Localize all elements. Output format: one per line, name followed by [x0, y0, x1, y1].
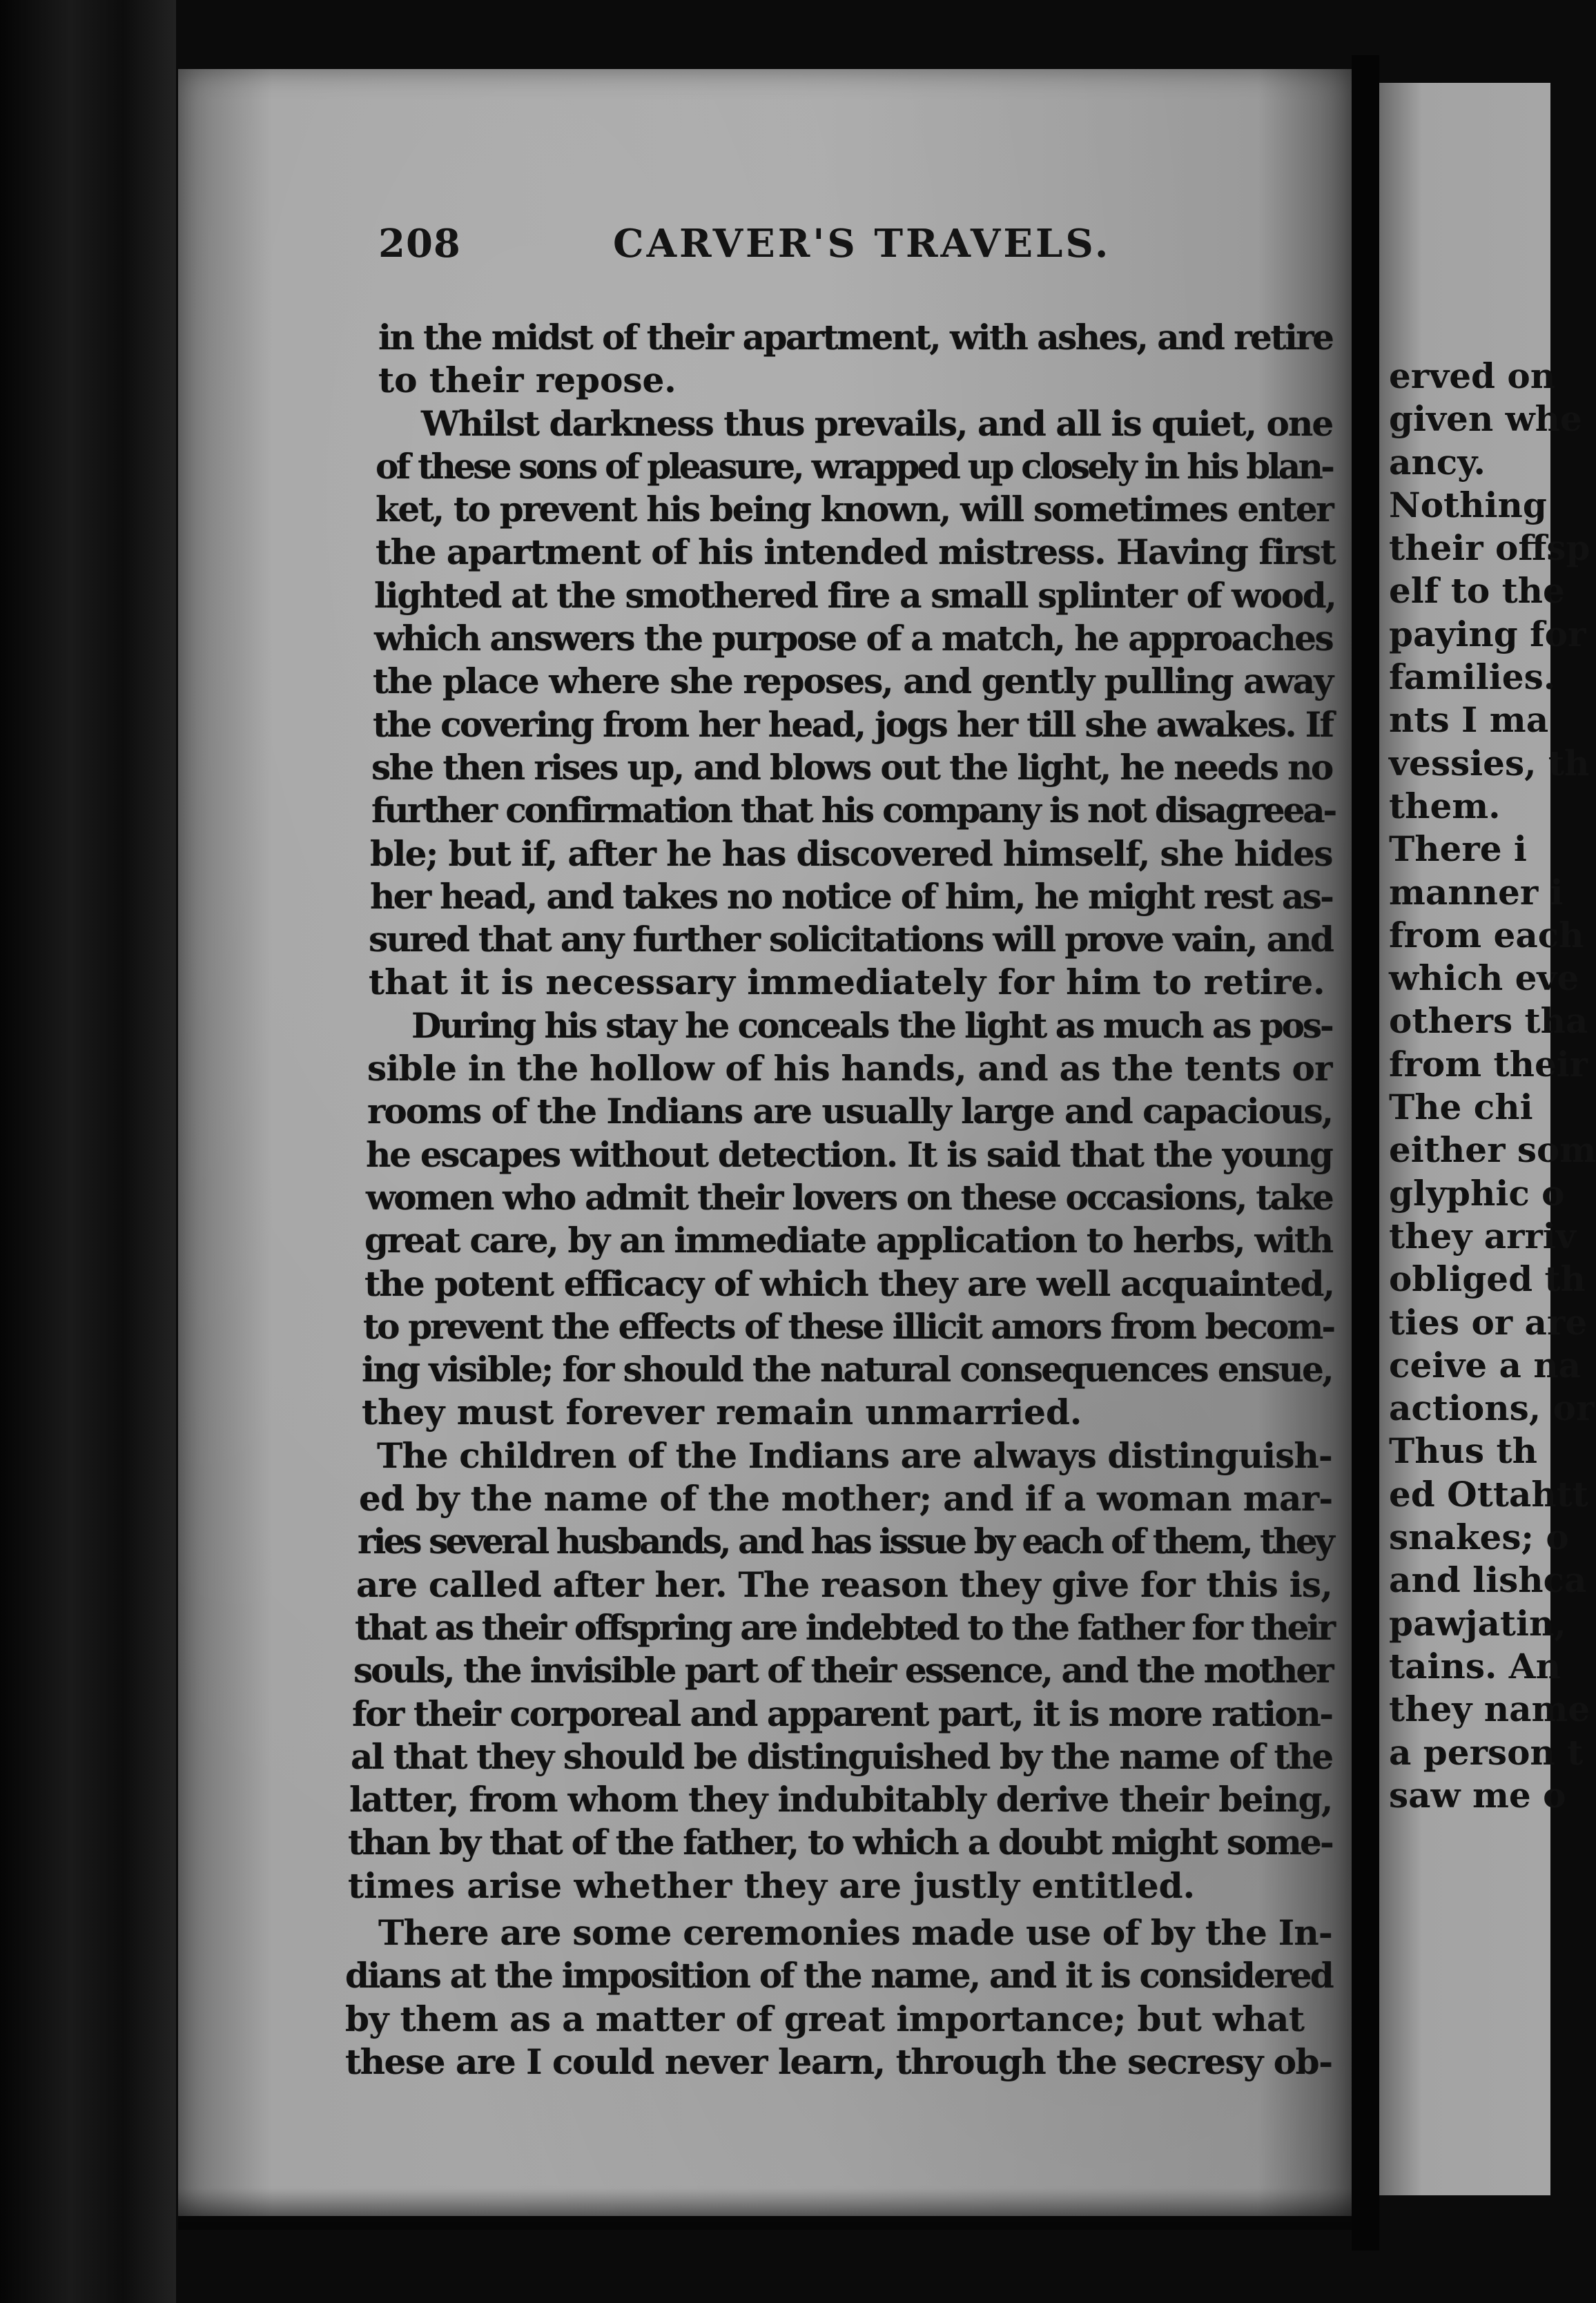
facing-line: from their	[1389, 1043, 1588, 1085]
facing-line: actions, or	[1389, 1388, 1595, 1429]
facing-line: which eve	[1389, 958, 1579, 999]
facing-line: The chi	[1389, 1087, 1533, 1128]
text-line: the apartment of his intended mistress. Having first	[376, 532, 1336, 573]
text-line: women who admit their lovers on these occasions, take	[366, 1176, 1333, 1218]
facing-line: ties or are	[1389, 1301, 1588, 1343]
text-line: rooms of the Indians are usually large and capacious,	[367, 1091, 1333, 1132]
facing-line: obliged th	[1389, 1259, 1586, 1300]
facing-line: them.	[1389, 785, 1501, 826]
running-title: CARVER'S TRAVELS.	[613, 221, 1111, 266]
facing-line: snakes; o	[1389, 1517, 1569, 1558]
text-line: latter, from whom they indubitably derive their being,	[349, 1779, 1332, 1820]
text-line: that as their offspring are indebted to the father for their	[355, 1606, 1334, 1648]
facing-line: ancy.	[1389, 441, 1486, 483]
facing-line: either som	[1389, 1129, 1596, 1171]
facing-line: Thus th	[1389, 1430, 1537, 1472]
facing-line: they arriv	[1389, 1215, 1576, 1256]
text-line: sible in the hollow of his hands, and as the tents or	[367, 1048, 1332, 1089]
text-line: of these sons of pleasure, wrapped up closely in his blan-	[376, 445, 1333, 487]
facing-line: Nothing	[1389, 484, 1547, 525]
text-line: the potent efficacy of which they are well acquainted,	[364, 1263, 1334, 1304]
text-line: than by that of the father, to which a doubt might some-	[348, 1822, 1333, 1863]
text-line: the place where she reposes, and gently pulling away	[373, 661, 1333, 702]
text-line: al that they should be distinguished by the name of the	[351, 1736, 1332, 1777]
body-text	[345, 316, 1353, 2083]
facing-line: manner i	[1389, 871, 1564, 913]
text-line: by them as a matter of great importance; but what	[345, 1998, 1305, 2039]
facing-line: ceive a na	[1389, 1344, 1582, 1386]
text-line: he escapes without detection. It is said that the young	[366, 1134, 1332, 1175]
text-line: to prevent the effects of these illicit amors from becom-	[363, 1305, 1334, 1347]
text-line: these are I could never learn, through the secresy ob-	[345, 2041, 1332, 2082]
text-line: great care, by an immediate application to herbs, with	[364, 1220, 1332, 1261]
text-line: which answers the purpose of a match, he approaches	[374, 618, 1333, 659]
text-line: dians at the imposition of the name, and it is considered	[345, 1955, 1332, 1996]
text-line: There are some ceremonies made use of by the In-	[378, 1912, 1332, 1953]
page-bottom-shadow	[178, 2188, 1352, 2230]
facing-page-fragment	[1379, 83, 1596, 2195]
text-line: to their repose.	[378, 360, 677, 401]
text-line: in the midst of their apartment, with ashes, and retire	[378, 317, 1333, 358]
text-line: ed by the name of the mother; and if a woman mar-	[359, 1478, 1333, 1519]
text-line: ket, to prevent his being known, will sometimes enter	[376, 489, 1333, 530]
book-gutter	[1352, 55, 1379, 2251]
text-line: the covering from her head, jogs her till she awakes. If	[373, 703, 1333, 745]
text-line: times arise whether they are justly entitled.	[348, 1865, 1196, 1906]
text-line: they must forever remain unmarried.	[362, 1392, 1082, 1433]
text-line: she then rises up, and blows out the light, he needs no	[371, 746, 1332, 788]
facing-line: elf to the	[1389, 570, 1565, 612]
text-line: The children of the Indians are always distinguish-	[377, 1435, 1332, 1476]
facing-page-text	[1379, 356, 1596, 1818]
text-line: souls, the invisible part of their essence, and the mother	[353, 1650, 1332, 1691]
facing-line: their offsp	[1389, 527, 1590, 569]
facing-line: and lishca	[1389, 1559, 1587, 1601]
text-line: that it is necessary immediately for him to retire.	[369, 962, 1325, 1003]
text-line: Whilst darkness thus prevails, and all is quiet, one	[421, 402, 1333, 444]
facing-line: erved on	[1389, 356, 1556, 396]
text-line: her head, and takes no notice of him, he might rest as-	[370, 875, 1333, 917]
facing-line: ed Ottahtt	[1389, 1473, 1588, 1515]
facing-line: tains. An	[1389, 1645, 1561, 1687]
text-line: further confirmation that his company is not disagreea-	[371, 790, 1336, 831]
facing-line: pawjatin,	[1389, 1602, 1566, 1644]
text-line: for their corporeal and apparent part, it is more ration-	[352, 1693, 1332, 1734]
text-line: ble; but if, after he has discovered himself, she hides	[370, 833, 1332, 874]
facing-line: from each	[1389, 914, 1584, 955]
facing-line: glyphic o	[1389, 1172, 1565, 1214]
page-number: 208	[378, 221, 461, 266]
text-line: are called after her. The reason they give for this is,	[356, 1564, 1332, 1605]
facing-line: vessies, th	[1389, 742, 1590, 784]
page-header	[378, 221, 1345, 283]
facing-line: nts I ma	[1389, 699, 1549, 741]
text-line: ries several husbands, and has issue by each of them, they	[358, 1521, 1332, 1562]
facing-line: families.	[1389, 657, 1556, 698]
facing-line: There i	[1389, 828, 1527, 870]
text-line: lighted at the smothered fire a small splinter of wood,	[374, 574, 1336, 616]
facing-line: saw me o	[1389, 1774, 1566, 1816]
facing-line: a person t	[1389, 1731, 1584, 1773]
facing-line: others tha	[1389, 1000, 1588, 1042]
facing-line: given whe	[1389, 398, 1582, 440]
text-line: sured that any further solicitations will prove vain, and	[369, 919, 1333, 960]
text-line: During his stay he conceals the light as much as pos-	[411, 1004, 1332, 1046]
facing-line: they name	[1389, 1689, 1590, 1730]
scan-border-left	[0, 0, 176, 2303]
facing-line: paying for	[1389, 613, 1586, 654]
text-line: ing visible; for should the natural consequences ensue,	[362, 1349, 1333, 1390]
